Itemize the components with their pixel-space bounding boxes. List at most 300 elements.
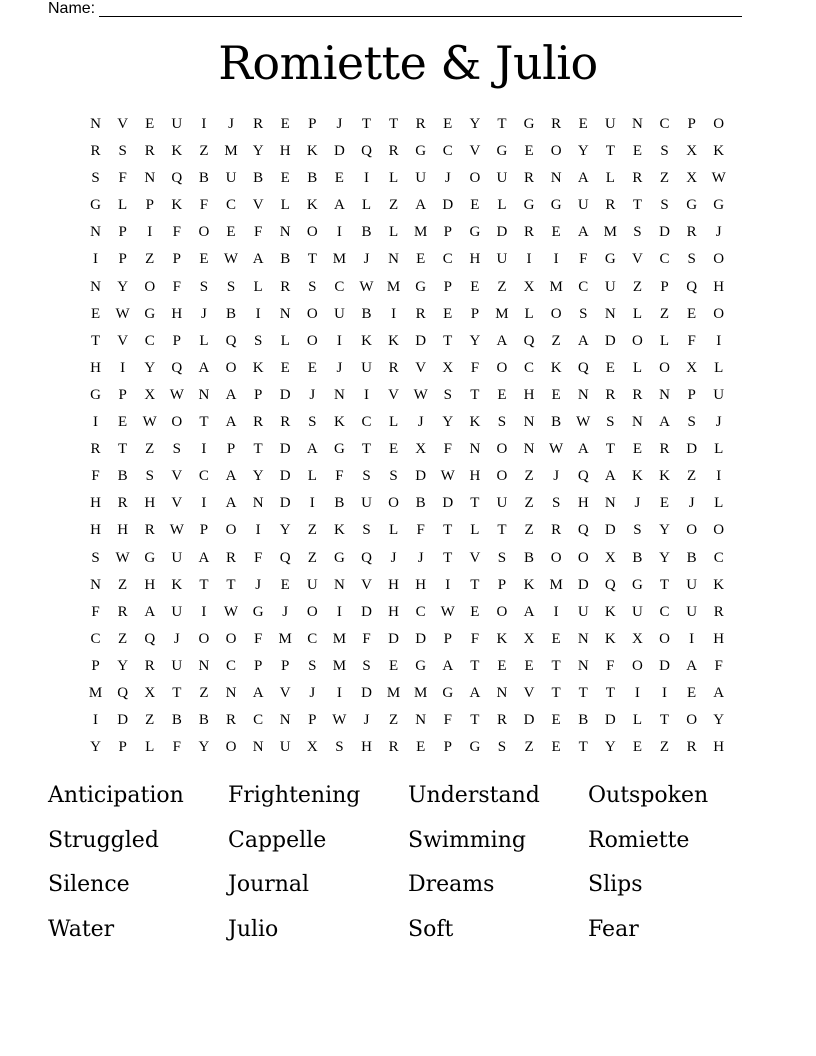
grid-letter: D bbox=[659, 224, 670, 241]
grid-letter: H bbox=[469, 251, 481, 268]
grid-letter: H bbox=[144, 495, 156, 512]
grid-letter: I bbox=[93, 414, 99, 431]
grid-letter: P bbox=[660, 278, 669, 295]
grid-letter: O bbox=[225, 359, 237, 376]
grid-letter: A bbox=[659, 414, 670, 431]
grid-letter: F bbox=[253, 224, 263, 241]
grid-letter: O bbox=[550, 143, 562, 160]
grid-letter: L bbox=[605, 170, 615, 187]
grid-letter: B bbox=[253, 170, 264, 187]
word-list-item: Struggled bbox=[48, 827, 159, 853]
grid-letter: E bbox=[416, 739, 426, 756]
grid-letter: I bbox=[336, 684, 342, 701]
grid-letter: I bbox=[309, 495, 315, 512]
grid-letter: Z bbox=[118, 630, 128, 647]
grid-letter: R bbox=[144, 522, 155, 539]
grid-letter: Z bbox=[145, 251, 155, 268]
grid-letter: J bbox=[309, 684, 316, 701]
grid-letter: Z bbox=[145, 712, 155, 729]
grid-letter: Y bbox=[713, 712, 725, 729]
grid-letter: M bbox=[414, 224, 428, 241]
grid-letter: E bbox=[443, 305, 453, 322]
grid-letter: I bbox=[689, 630, 695, 647]
grid-letter: E bbox=[632, 143, 642, 160]
grid-letter: A bbox=[496, 332, 508, 349]
grid-letter: G bbox=[632, 576, 643, 593]
grid-letter: S bbox=[687, 251, 696, 268]
grid-letter: A bbox=[442, 657, 454, 674]
grid-letter: U bbox=[171, 116, 183, 132]
grid-letter: I bbox=[526, 251, 532, 268]
grid-letter: N bbox=[90, 576, 101, 593]
grid-letter: F bbox=[335, 468, 344, 485]
grid-letter: A bbox=[577, 224, 589, 241]
grid-letter: U bbox=[496, 251, 508, 268]
grid-letter: O bbox=[306, 332, 318, 349]
grid-letter: M bbox=[414, 684, 428, 701]
grid-letter: A bbox=[469, 684, 481, 701]
grid-letter: P bbox=[443, 224, 452, 241]
grid-letter: E bbox=[388, 441, 399, 458]
grid-letter: Z bbox=[524, 522, 534, 539]
grid-letter: R bbox=[280, 414, 291, 431]
grid-letter: O bbox=[469, 170, 481, 187]
grid-letter: O bbox=[198, 224, 210, 241]
grid-letter: K bbox=[306, 197, 318, 214]
grid-letter: I bbox=[716, 468, 722, 485]
grid-letter: G bbox=[550, 197, 562, 214]
grid-letter: W bbox=[440, 468, 455, 485]
grid-letter: Y bbox=[144, 359, 156, 376]
grid-letter: U bbox=[171, 549, 183, 566]
grid-letter: R bbox=[524, 170, 535, 187]
grid-letter: O bbox=[659, 359, 670, 376]
grid-letter: A bbox=[144, 603, 156, 620]
grid-letter: H bbox=[469, 468, 481, 485]
grid-letter: U bbox=[361, 495, 372, 512]
grid-letter: O bbox=[659, 630, 670, 647]
grid-letter: R bbox=[226, 712, 237, 729]
grid-letter: Q bbox=[577, 359, 589, 376]
grid-letter: U bbox=[604, 278, 616, 295]
grid-letter: T bbox=[118, 441, 128, 458]
grid-letter: R bbox=[226, 549, 237, 566]
grid-letter: O bbox=[225, 522, 237, 539]
grid-letter: I bbox=[336, 603, 342, 620]
grid-letter: T bbox=[659, 576, 670, 593]
word-list-item: Water bbox=[48, 916, 115, 942]
grid-letter: V bbox=[469, 549, 481, 566]
grid-letter: W bbox=[711, 170, 726, 187]
grid-letter: K bbox=[333, 522, 345, 539]
grid-letter: N bbox=[198, 657, 210, 674]
name-label: Name: bbox=[48, 0, 96, 17]
grid-letter: L bbox=[714, 359, 724, 376]
grid-letter: B bbox=[415, 495, 426, 512]
grid-letter: R bbox=[524, 224, 535, 241]
grid-letter: I bbox=[336, 332, 342, 349]
grid-letter: T bbox=[361, 116, 372, 132]
grid-letter: C bbox=[253, 712, 264, 729]
grid-letter: C bbox=[334, 278, 345, 295]
grid-letter: P bbox=[443, 739, 452, 756]
grid-letter: D bbox=[279, 468, 291, 485]
grid-letter: D bbox=[442, 197, 454, 214]
grid-letter: A bbox=[225, 386, 237, 403]
grid-letter: D bbox=[279, 386, 291, 403]
grid-letter: H bbox=[415, 576, 427, 593]
grid-letter: Q bbox=[577, 468, 589, 485]
grid-letter: S bbox=[497, 549, 507, 566]
grid-letter: E bbox=[470, 278, 480, 295]
grid-letter: L bbox=[388, 522, 399, 539]
grid-letter: R bbox=[90, 143, 101, 160]
grid-letter: I bbox=[445, 576, 451, 593]
grid-letter: E bbox=[632, 739, 642, 756]
word-list-item: Cappelle bbox=[228, 827, 327, 853]
grid-letter: V bbox=[117, 116, 129, 132]
grid-letter: B bbox=[361, 305, 372, 322]
grid-letter: O bbox=[496, 468, 508, 485]
grid-letter: R bbox=[686, 224, 697, 241]
grid-letter: P bbox=[118, 386, 127, 403]
grid-letter: I bbox=[201, 441, 207, 458]
grid-row bbox=[82, 436, 734, 463]
grid-letter: A bbox=[604, 468, 616, 485]
grid-letter: E bbox=[118, 414, 128, 431]
grid-letter: R bbox=[415, 116, 426, 132]
grid-letter: P bbox=[172, 251, 181, 268]
grid-letter: N bbox=[279, 305, 291, 322]
grid-letter: E bbox=[497, 657, 507, 674]
grid-letter: Z bbox=[388, 197, 399, 214]
grid-letter: E bbox=[551, 712, 561, 729]
grid-letter: B bbox=[198, 712, 209, 729]
grid-letter: H bbox=[117, 522, 129, 539]
grid-letter: J bbox=[390, 549, 397, 566]
grid-letter: H bbox=[144, 576, 156, 593]
grid-letter: W bbox=[549, 441, 564, 458]
grid-letter: A bbox=[225, 468, 237, 485]
grid-letter: L bbox=[632, 305, 642, 322]
grid-letter: Y bbox=[577, 143, 589, 160]
grid-letter: N bbox=[523, 441, 535, 458]
grid-row bbox=[82, 355, 734, 382]
grid-letter: A bbox=[252, 684, 264, 701]
grid-letter: T bbox=[388, 116, 399, 132]
grid-letter: J bbox=[363, 712, 370, 729]
grid-letter: P bbox=[281, 657, 290, 674]
grid-letter: Y bbox=[469, 332, 481, 349]
grid-letter: V bbox=[388, 386, 399, 403]
grid-letter: Z bbox=[659, 170, 670, 187]
grid-letter: Z bbox=[307, 522, 317, 539]
grid-letter: J bbox=[336, 359, 343, 376]
grid-letter: A bbox=[225, 495, 237, 512]
grid-letter: M bbox=[386, 278, 401, 295]
grid-letter: Z bbox=[632, 278, 642, 295]
grid-letter: L bbox=[307, 468, 317, 485]
grid-letter: D bbox=[442, 495, 454, 512]
grid-letter: P bbox=[497, 576, 507, 593]
grid-letter: W bbox=[223, 603, 239, 620]
grid-letter: B bbox=[524, 549, 535, 566]
grid-letter: F bbox=[443, 441, 452, 458]
grid-letter: C bbox=[578, 278, 589, 295]
grid-letter: Z bbox=[497, 278, 507, 295]
grid-letter: D bbox=[415, 332, 427, 349]
grid-row bbox=[82, 111, 734, 138]
grid-row bbox=[82, 490, 734, 517]
grid-letter: O bbox=[713, 116, 725, 132]
grid-letter: D bbox=[686, 441, 698, 458]
grid-letter: S bbox=[308, 414, 317, 431]
grid-letter: U bbox=[686, 603, 698, 620]
grid-letter: O bbox=[713, 305, 725, 322]
grid-row bbox=[82, 192, 734, 219]
grid-letter: W bbox=[332, 712, 347, 729]
grid-letter: F bbox=[253, 549, 263, 566]
grid-letter: Z bbox=[199, 684, 209, 701]
grid-letter: U bbox=[361, 359, 372, 376]
grid-letter: G bbox=[442, 684, 454, 701]
grid-row bbox=[82, 246, 734, 273]
grid-letter: F bbox=[362, 630, 371, 647]
grid-letter: R bbox=[388, 739, 399, 756]
grid-letter: U bbox=[333, 305, 345, 322]
grid-letter: T bbox=[605, 441, 615, 458]
grid-letter: U bbox=[415, 170, 427, 187]
grid-letter: N bbox=[550, 170, 562, 187]
grid-letter: N bbox=[659, 386, 670, 403]
grid-letter: O bbox=[496, 441, 508, 458]
grid-letter: L bbox=[632, 359, 642, 376]
name-underline[interactable] bbox=[99, 1, 742, 17]
grid-letter: W bbox=[169, 522, 184, 539]
grid-letter: N bbox=[333, 386, 345, 403]
grid-letter: W bbox=[142, 414, 157, 431]
grid-letter: Y bbox=[198, 739, 210, 756]
grid-letter: X bbox=[523, 278, 535, 295]
grid-letter: O bbox=[632, 332, 643, 349]
grid-letter: E bbox=[551, 739, 561, 756]
grid-letter: D bbox=[523, 712, 535, 729]
grid-letter: W bbox=[440, 603, 455, 620]
grid-letter: D bbox=[361, 603, 372, 620]
grid-letter: T bbox=[470, 712, 480, 729]
grid-letter: E bbox=[524, 657, 534, 674]
grid-letter: M bbox=[332, 251, 347, 268]
grid-letter: W bbox=[115, 549, 130, 566]
grid-letter: S bbox=[91, 170, 100, 187]
grid-letter: R bbox=[90, 441, 101, 458]
grid-letter: E bbox=[334, 170, 344, 187]
grid-letter: E bbox=[145, 116, 155, 132]
grid-letter: F bbox=[470, 359, 480, 376]
grid-letter: T bbox=[199, 414, 209, 431]
grid-letter: N bbox=[469, 441, 481, 458]
grid-letter: T bbox=[659, 712, 670, 729]
grid-letter: K bbox=[632, 468, 643, 485]
grid-letter: U bbox=[604, 116, 616, 132]
grid-letter: F bbox=[606, 657, 615, 674]
grid-letter: P bbox=[118, 739, 127, 756]
grid-letter: J bbox=[715, 414, 722, 431]
word-list-item: Silence bbox=[48, 872, 130, 897]
word-list-item: Anticipation bbox=[48, 783, 184, 808]
grid-letter: Q bbox=[577, 522, 589, 539]
grid-letter: C bbox=[90, 630, 101, 647]
grid-letter: Y bbox=[659, 549, 670, 566]
grid-letter: Z bbox=[145, 441, 155, 458]
grid-letter: I bbox=[391, 305, 397, 322]
grid-letter: M bbox=[88, 684, 103, 701]
grid-letter: R bbox=[605, 197, 616, 214]
grid-letter: J bbox=[715, 224, 722, 241]
grid-letter: A bbox=[198, 359, 210, 376]
grid-letter: E bbox=[443, 116, 453, 132]
grid-letter: H bbox=[713, 739, 725, 756]
grid-letter: J bbox=[417, 549, 424, 566]
grid-letter: S bbox=[91, 549, 100, 566]
grid-letter: R bbox=[659, 441, 670, 458]
grid-letter: E bbox=[470, 197, 480, 214]
grid-letter: V bbox=[415, 359, 427, 376]
grid-letter: V bbox=[361, 576, 372, 593]
grid-letter: D bbox=[604, 332, 616, 349]
grid-letter: Q bbox=[686, 278, 698, 295]
grid-letter: N bbox=[252, 495, 264, 512]
grid-letter: T bbox=[605, 684, 615, 701]
grid-letter: V bbox=[117, 332, 129, 349]
grid-letter: T bbox=[199, 576, 209, 593]
grid-letter: R bbox=[551, 522, 562, 539]
grid-letter: S bbox=[606, 414, 615, 431]
grid-row bbox=[82, 599, 734, 626]
grid-row bbox=[82, 409, 734, 436]
grid-letter: L bbox=[361, 197, 372, 214]
grid-letter: X bbox=[306, 739, 318, 756]
grid-letter: W bbox=[359, 278, 374, 295]
grid-letter: A bbox=[225, 414, 237, 431]
grid-letter: U bbox=[306, 576, 318, 593]
grid-letter: P bbox=[172, 332, 181, 349]
grid-letter: Q bbox=[171, 170, 183, 187]
grid-letter: M bbox=[549, 278, 563, 295]
grid-letter: Q bbox=[117, 684, 129, 701]
grid-letter: R bbox=[632, 170, 643, 187]
grid-letter: T bbox=[90, 332, 101, 349]
grid-letter: J bbox=[417, 414, 424, 431]
grid-letter: N bbox=[198, 386, 210, 403]
grid-letter: Y bbox=[469, 116, 481, 132]
grid-letter: T bbox=[578, 684, 588, 701]
grid-letter: N bbox=[333, 576, 345, 593]
grid-letter: E bbox=[416, 251, 426, 268]
grid-row bbox=[82, 165, 734, 192]
grid-letter: J bbox=[173, 630, 180, 647]
grid-letter: A bbox=[577, 170, 589, 187]
grid-letter: V bbox=[632, 251, 643, 268]
grid-letter: B bbox=[117, 468, 128, 485]
grid-letter: E bbox=[280, 576, 290, 593]
grid-letter: R bbox=[117, 495, 128, 512]
grid-letter: O bbox=[550, 305, 562, 322]
grid-letter: Z bbox=[118, 576, 128, 593]
grid-letter: B bbox=[171, 712, 182, 729]
grid-letter: D bbox=[333, 143, 345, 160]
grid-letter: F bbox=[91, 468, 100, 485]
grid-letter: Q bbox=[144, 630, 156, 647]
grid-letter: V bbox=[252, 197, 264, 214]
grid-letter: L bbox=[388, 170, 399, 187]
grid-letter: K bbox=[496, 630, 508, 647]
grid-letter: C bbox=[415, 603, 426, 620]
grid-letter: Y bbox=[604, 739, 616, 756]
grid-letter: P bbox=[91, 657, 100, 674]
grid-letter: U bbox=[713, 386, 725, 403]
grid-letter: S bbox=[226, 278, 236, 295]
grid-letter: Z bbox=[307, 549, 317, 566]
grid-letter: F bbox=[687, 332, 696, 349]
grid-letter: W bbox=[223, 251, 239, 268]
grid-letter: H bbox=[90, 495, 101, 512]
grid-letter: S bbox=[660, 143, 669, 160]
grid-letter: H bbox=[90, 359, 101, 376]
grid-letter: T bbox=[470, 576, 480, 593]
grid-letter: P bbox=[687, 116, 696, 132]
grid-letter: R bbox=[117, 603, 128, 620]
grid-row bbox=[82, 545, 734, 572]
grid-letter: T bbox=[632, 197, 642, 214]
grid-letter: I bbox=[336, 224, 342, 241]
grid-letter: G bbox=[496, 143, 508, 160]
grid-letter: R bbox=[253, 414, 264, 431]
grid-letter: S bbox=[687, 414, 696, 431]
grid-letter: L bbox=[470, 522, 480, 539]
grid-letter: O bbox=[171, 414, 183, 431]
grid-letter: K bbox=[171, 576, 183, 593]
grid-letter: O bbox=[713, 251, 725, 268]
grid-letter: T bbox=[470, 657, 480, 674]
grid-letter: J bbox=[553, 468, 560, 485]
grid-letter: Y bbox=[279, 522, 291, 539]
grid-letter: U bbox=[171, 657, 183, 674]
grid-letter: H bbox=[388, 576, 399, 593]
grid-letter: J bbox=[309, 386, 316, 403]
grid-letter: E bbox=[280, 116, 290, 132]
grid-letter: N bbox=[252, 739, 264, 756]
grid-letter: N bbox=[90, 224, 101, 241]
grid-row bbox=[82, 653, 734, 680]
grid-letter: O bbox=[225, 739, 237, 756]
grid-letter: L bbox=[199, 332, 209, 349]
grid-letter: F bbox=[443, 712, 452, 729]
grid-letter: T bbox=[497, 522, 507, 539]
grid-letter: N bbox=[415, 712, 427, 729]
grid-letter: D bbox=[388, 630, 399, 647]
grid-letter: M bbox=[332, 657, 347, 674]
grid-letter: I bbox=[201, 603, 207, 620]
grid-letter: R bbox=[144, 143, 155, 160]
grid-letter: O bbox=[144, 278, 156, 295]
grid-letter: J bbox=[444, 170, 451, 187]
grid-letter: T bbox=[470, 495, 480, 512]
grid-letter: C bbox=[144, 332, 155, 349]
grid-letter: P bbox=[253, 657, 263, 674]
grid-letter: O bbox=[577, 549, 589, 566]
grid-letter: M bbox=[278, 630, 292, 647]
